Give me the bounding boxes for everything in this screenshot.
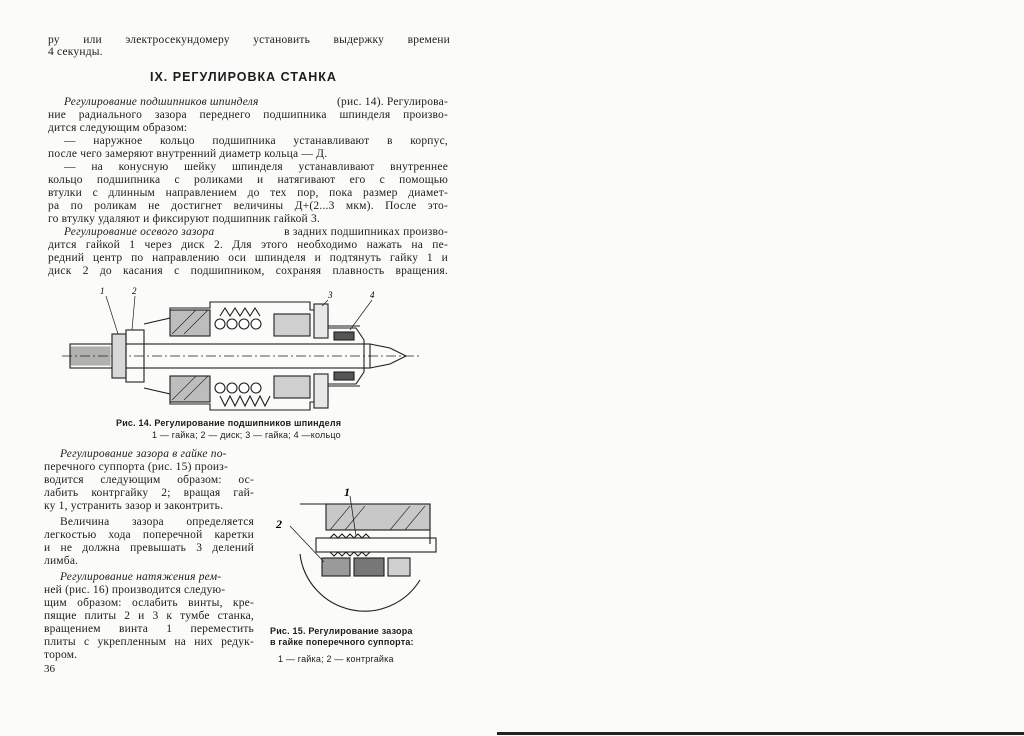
bottom-rule: [497, 732, 1024, 735]
text-line: вращением винта 1 переместить: [44, 623, 254, 635]
text-line: дится следующим образом:: [48, 122, 188, 134]
figure-15-caption-line2: в гайке поперечного суппорта:: [270, 637, 414, 647]
text-line: легкостью хода поперечной каретки: [44, 529, 254, 541]
text-line: Величина зазора определяется: [60, 516, 254, 528]
text-line: тором.: [44, 649, 78, 661]
text-line: дится гайкой 1 через диск 2. Для этого необходимо нажать на пе-: [48, 239, 448, 251]
text-line: ку 1, устранить зазор и законтрить.: [44, 500, 224, 512]
paragraph-lead: Регулирование подшипников шпинделя: [64, 96, 259, 108]
text-line: перечного суппорта (рис. 15) произ-: [44, 461, 229, 473]
text-line: — на конусную шейку шпинделя устанавливают внутреннее: [64, 161, 448, 173]
text-line: го втулку удаляют и фиксируют подшипник гайкой 3.: [48, 213, 320, 225]
text-line: и не должна превышать 3 делений: [44, 542, 254, 554]
text-line: (рис. 14). Регулирова-: [337, 96, 448, 108]
text-line: плиты с укрепленным на них редук-: [44, 636, 254, 648]
figure-15-caption-line1: Рис. 15. Регулирование зазора: [270, 626, 413, 636]
text-line: в задних подшипниках произво-: [284, 226, 448, 238]
text-line: Регулирование натяжения рем-: [60, 571, 222, 583]
text-line: — наружное кольцо подшипника устанавливают в корпус,: [64, 135, 448, 147]
figure-14-legend: 1 — гайка; 2 — диск; 3 — гайка; 4 —кольцо: [152, 430, 341, 440]
figure-14-caption: Рис. 14. Регулирование подшипников шпинделя: [116, 418, 342, 428]
text-line: кольцо подшипника с роликами и натягивают его с помощью: [48, 174, 448, 186]
text-line: лимба.: [44, 555, 79, 567]
text-line: Регулирование зазора в гайке по-: [60, 448, 227, 460]
fig15-callout-1: 1: [344, 485, 350, 499]
section-heading: IX. РЕГУЛИРОВКА СТАНКА: [150, 70, 337, 84]
text-line: редний центр по направлению оси шпинделя и подтянуть гайку 1 и: [48, 252, 448, 264]
paragraph-lead: Регулирование осевого зазора: [64, 226, 215, 238]
paragraph-lead-line: [64, 96, 448, 109]
text-line: после чего замеряют внутренний диаметр кольца — Д.: [48, 148, 328, 160]
figure-15-legend: 1 — гайка; 2 — контргайка: [278, 654, 394, 664]
figure-15-nut-drawing: [270, 484, 440, 622]
fig14-callout-4: 4: [370, 290, 375, 300]
fig14-callout-3: 3: [328, 290, 333, 300]
paragraph-lead-line: [64, 226, 448, 239]
text-line: лабить контргайку 2; вращая гай-: [44, 487, 254, 499]
text-line: ней (рис. 16) производится следую-: [44, 584, 226, 596]
fig15-callout-2: 2: [276, 517, 282, 531]
text-line: ру или электросекундомеру установить выдержку времени: [48, 34, 450, 46]
text-line: втулки с длинным направлением до тех пор, пока размер диамет-: [48, 187, 448, 199]
text-line: щим образом: ослабить винты, кре-: [44, 597, 254, 609]
text-line: 4 секунды.: [48, 46, 103, 58]
fig14-callout-2: 2: [132, 286, 137, 296]
text-line: ра по роликам не достигнет величины Д+(2...3 мкм). После это-: [48, 200, 448, 212]
fig14-callout-1: 1: [100, 286, 105, 296]
figure-14-spindle-drawing: [60, 284, 430, 414]
text-line: диск 2 до касания с подшипником, сохраняя плавность вращения.: [48, 265, 448, 277]
text-line: ние радиального зазора переднего подшипника шпинделя произво-: [48, 109, 448, 121]
page-number: 36: [44, 663, 55, 675]
text-line: пящие плиты 2 и 3 к тумбе станка,: [44, 610, 254, 622]
text-line: водится следующим образом: ос-: [44, 474, 254, 486]
